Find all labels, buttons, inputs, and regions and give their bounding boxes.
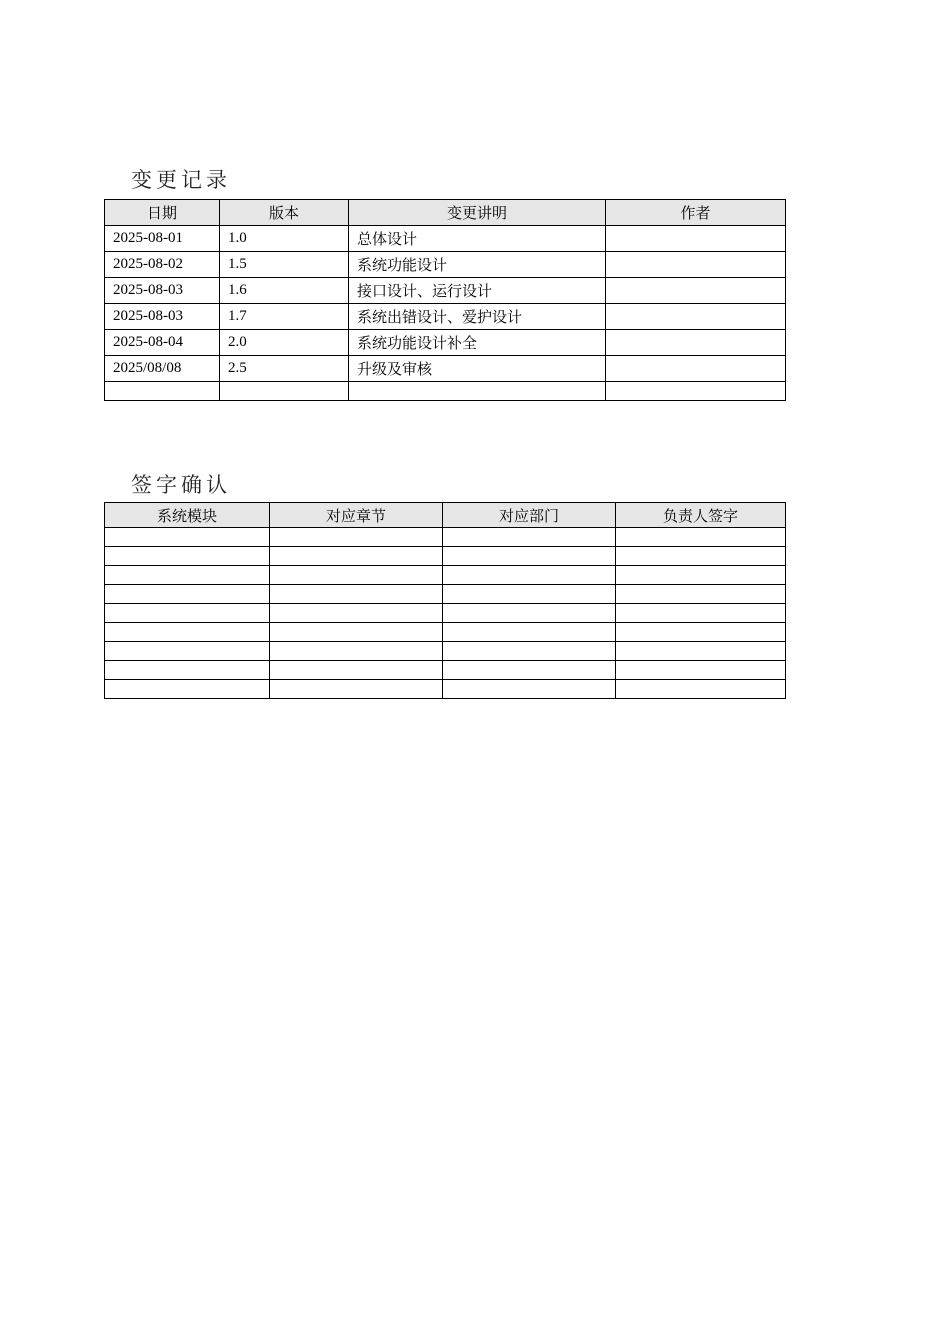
signature-title: 签字确认 <box>131 473 231 498</box>
change-log-table <box>104 199 786 401</box>
cell-signature <box>616 547 786 566</box>
cell-chapter <box>270 661 443 680</box>
signature-header-row <box>105 503 786 528</box>
table-row <box>105 661 786 680</box>
cell-chapter <box>270 585 443 604</box>
cell-author <box>606 304 786 330</box>
cell-module <box>105 680 270 699</box>
cell-signature <box>616 680 786 699</box>
column-header-signature: 负责人签字 <box>616 503 786 528</box>
cell-date: 2025-08-03 <box>105 278 220 304</box>
table-row <box>105 566 786 585</box>
change-log-title: 变更记录 <box>131 168 231 193</box>
cell-date: 2025-08-01 <box>105 226 220 252</box>
cell-module <box>105 623 270 642</box>
cell-version: 1.5 <box>220 252 349 278</box>
cell-author <box>606 382 786 401</box>
cell-module <box>105 566 270 585</box>
table-row <box>105 604 786 623</box>
cell-module <box>105 547 270 566</box>
cell-chapter <box>270 528 443 547</box>
cell-department <box>443 680 616 699</box>
table-row <box>105 528 786 547</box>
cell-version: 1.7 <box>220 304 349 330</box>
cell-date: 2025-08-03 <box>105 304 220 330</box>
cell-department <box>443 528 616 547</box>
table-row <box>105 642 786 661</box>
cell-version: 2.5 <box>220 356 349 382</box>
cell-signature <box>616 623 786 642</box>
column-header-description: 变更讲明 <box>349 200 606 226</box>
cell-version: 1.6 <box>220 278 349 304</box>
cell-description: 接口设计、运行设计 <box>349 278 606 304</box>
table-row <box>105 585 786 604</box>
cell-version: 2.0 <box>220 330 349 356</box>
cell-module <box>105 528 270 547</box>
cell-author <box>606 252 786 278</box>
cell-signature <box>616 585 786 604</box>
table-row <box>105 382 786 401</box>
cell-module <box>105 661 270 680</box>
cell-signature <box>616 528 786 547</box>
cell-author <box>606 278 786 304</box>
table-row <box>105 547 786 566</box>
cell-department <box>443 623 616 642</box>
cell-description: 系统功能设计 <box>349 252 606 278</box>
cell-department <box>443 547 616 566</box>
column-header-date: 日期 <box>105 200 220 226</box>
cell-description: 系统功能设计补全 <box>349 330 606 356</box>
cell-department <box>443 661 616 680</box>
cell-description <box>349 382 606 401</box>
change-log-header-row <box>105 200 786 226</box>
cell-date: 2025/08/08 <box>105 356 220 382</box>
cell-description: 系统出错设计、爱护设计 <box>349 304 606 330</box>
table-row <box>105 226 786 252</box>
cell-chapter <box>270 642 443 661</box>
cell-date: 2025-08-02 <box>105 252 220 278</box>
table-row <box>105 252 786 278</box>
cell-author <box>606 226 786 252</box>
cell-date <box>105 382 220 401</box>
cell-department <box>443 642 616 661</box>
cell-version <box>220 382 349 401</box>
cell-chapter <box>270 623 443 642</box>
column-header-version: 版本 <box>220 200 349 226</box>
column-header-author: 作者 <box>606 200 786 226</box>
table-row <box>105 330 786 356</box>
table-row <box>105 623 786 642</box>
cell-date: 2025-08-04 <box>105 330 220 356</box>
cell-author <box>606 356 786 382</box>
cell-chapter <box>270 604 443 623</box>
column-header-module: 系统模块 <box>105 503 270 528</box>
cell-description: 总体设计 <box>349 226 606 252</box>
cell-signature <box>616 642 786 661</box>
cell-module <box>105 585 270 604</box>
cell-signature <box>616 661 786 680</box>
column-header-chapter: 对应章节 <box>270 503 443 528</box>
cell-department <box>443 585 616 604</box>
cell-department <box>443 566 616 585</box>
cell-module <box>105 604 270 623</box>
table-row <box>105 680 786 699</box>
cell-version: 1.0 <box>220 226 349 252</box>
signature-table <box>104 502 786 699</box>
cell-signature <box>616 566 786 585</box>
table-row <box>105 356 786 382</box>
cell-chapter <box>270 680 443 699</box>
table-row <box>105 304 786 330</box>
cell-signature <box>616 604 786 623</box>
cell-chapter <box>270 566 443 585</box>
cell-chapter <box>270 547 443 566</box>
table-row <box>105 278 786 304</box>
column-header-department: 对应部门 <box>443 503 616 528</box>
cell-author <box>606 330 786 356</box>
cell-department <box>443 604 616 623</box>
cell-module <box>105 642 270 661</box>
cell-description: 升级及审核 <box>349 356 606 382</box>
